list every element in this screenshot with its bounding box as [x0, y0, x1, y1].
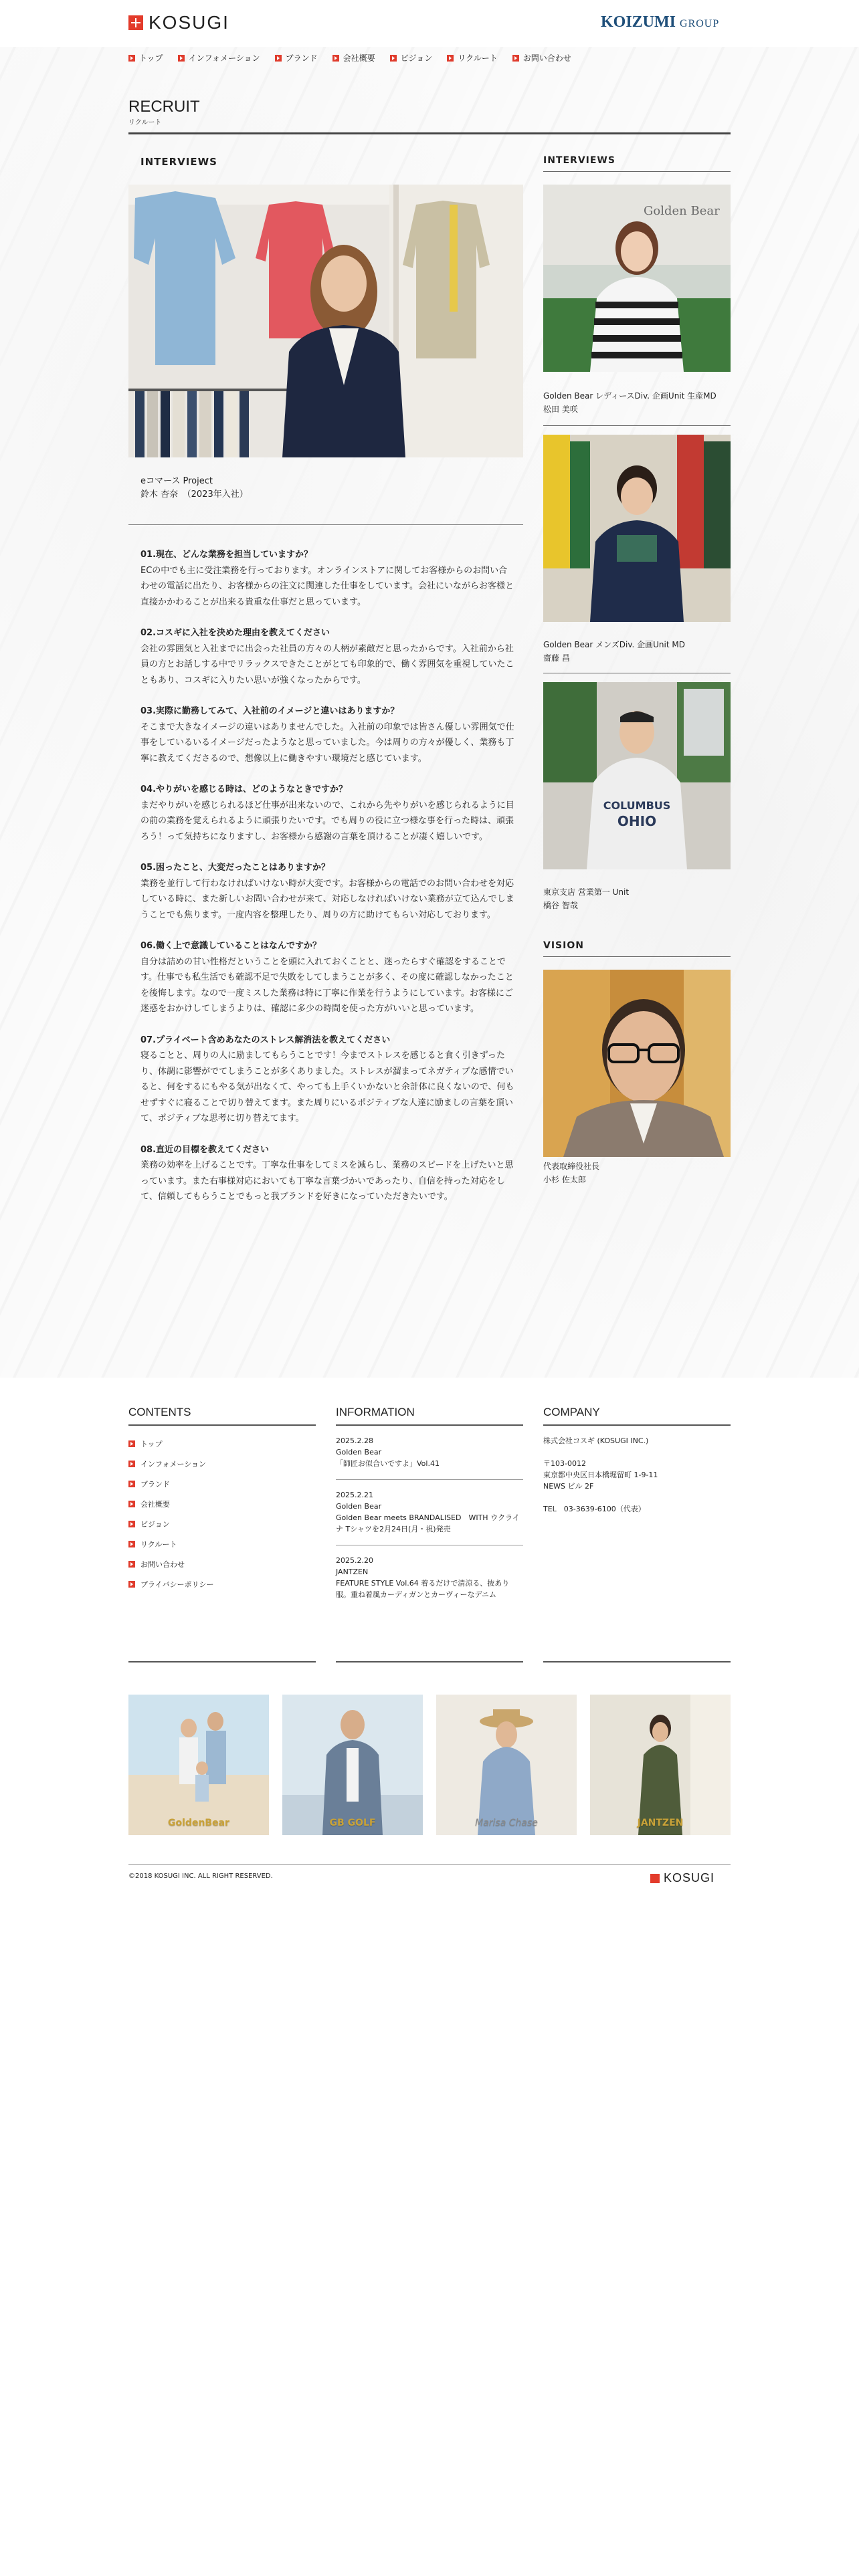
qa-answer: 業務の効率を上げることです。丁寧な仕事をしてミスを減らし、業務のスピードを上げたいと思っています。また右事様対応においても丁寧な言葉づかいであったり、自信を持った対応をして、信頼してもらうことでもっと我ブランドを好きになっていただきたいです。 [140, 1160, 514, 1202]
footer-contents [128, 1406, 316, 1594]
kosugi-logo-icon [650, 1874, 660, 1883]
vision-photo[interactable] [543, 970, 731, 1157]
brand-photo [590, 1695, 731, 1835]
qa-question: 06.働く上で意識していることはなんですか？ [140, 941, 322, 951]
footer-logo-text: KOSUGI [664, 1871, 715, 1885]
footer-logo[interactable] [650, 1871, 714, 1885]
interview-thumb-3[interactable] [543, 682, 731, 869]
brand-label: Marisa Chase [475, 1818, 538, 1828]
group-suffix: GROUP [680, 18, 720, 29]
brand-banners [128, 1695, 731, 1835]
news-text: 「師匠お似合いですよ」Vol.41 [336, 1459, 440, 1468]
sidebar-vision-heading [543, 940, 731, 957]
news-date: 2025.2.28 [336, 1436, 373, 1445]
footer-link-vision[interactable] [128, 1514, 316, 1534]
arrow-icon [332, 55, 339, 62]
arrow-icon [128, 1561, 135, 1568]
interview-thumb-image [543, 185, 731, 372]
qa-question: 05.困ったこと、大変だったことはありますか？ [140, 863, 330, 873]
footer-information [336, 1406, 523, 1610]
footer-company-title: COMPANY [543, 1406, 600, 1418]
nav-item-top[interactable] [128, 52, 163, 64]
arrow-icon [128, 1440, 135, 1447]
footer-contents-title: CONTENTS [128, 1406, 191, 1418]
interview-photo-illustration [128, 185, 523, 457]
thumb-department: Golden Bear レディースDiv. 企画Unit 生産MD [543, 391, 717, 401]
main-interview-caption [140, 475, 248, 502]
interview-thumb-1-caption [543, 389, 731, 416]
qa-item [140, 782, 515, 845]
footer-link-label: プライバシーポリシー [140, 1580, 214, 1589]
news-text: Golden Bear meets BRANDALISED WITH ウクライナ Tシャツを2月24日(月・祝)発売 [336, 1513, 520, 1533]
brand-banner-marisachase[interactable] [436, 1695, 577, 1835]
nav-item-company[interactable] [332, 52, 375, 64]
news-brand: JANTZEN [336, 1568, 369, 1576]
footer-link-company[interactable] [128, 1494, 316, 1514]
arrow-icon [447, 55, 454, 62]
arrow-icon [178, 55, 185, 62]
svg-text:OHIO: OHIO [617, 813, 657, 829]
brand-label: GoldenBear [168, 1818, 229, 1828]
nav-item-information[interactable] [178, 52, 260, 64]
kosugi-logo-text: KOSUGI [149, 12, 229, 33]
qa-answer: 寝ることと、周りの人に励ましてもらうことです！今までストレスを感じると食く引きずったり、体調に影響がでてしまうことが多くありました。ストレスが溜まってネガティブな感情でいると、何をするにもやる気が出なくて、やっても上手くいかないと余計体に良くないので、何もせずすぐに寝ることで切り替えてます。また周りにいるポジティブな人達に励ましの言葉を頂いて、ポジティブな思考に切り替えてます。 [140, 1051, 514, 1123]
footer-divider [543, 1424, 731, 1426]
brand-photo [282, 1695, 423, 1835]
footer-link-label: お問い合わせ [140, 1560, 185, 1569]
news-item[interactable] [336, 1426, 523, 1480]
arrow-icon [128, 1541, 135, 1547]
sidebar-divider [543, 956, 731, 957]
qa-question: 08.直近の目標を教えてください [140, 1144, 270, 1155]
kosugi-logo[interactable] [128, 12, 229, 33]
qa-item [140, 1142, 515, 1205]
footer-bottom-rule [543, 1661, 731, 1662]
nav-label: インフォメーション [188, 53, 260, 63]
group-name: KOIZUMI [601, 13, 676, 31]
sidebar-interviews-heading [543, 155, 731, 172]
thumb-department: Golden Bear メンズDiv. 企画Unit MD [543, 640, 685, 649]
news-item[interactable] [336, 1480, 523, 1545]
interview-thumb-2-caption [543, 638, 731, 665]
nav-item-recruit[interactable] [447, 52, 497, 64]
news-date: 2025.2.21 [336, 1491, 373, 1499]
copyright-divider [128, 1864, 731, 1865]
footer-bottom-rule [336, 1661, 523, 1662]
brand-label: JANTZEN [637, 1818, 684, 1828]
qa-item [140, 938, 515, 1017]
interview-thumb-image [543, 682, 731, 869]
company-address: 東京都中央区日本橋堀留町 1-9-11 [543, 1471, 658, 1479]
footer-link-brand[interactable] [128, 1474, 316, 1494]
qa-question: 02.コスギに入社を決めた理由を教えてください [140, 628, 330, 638]
qa-question: 03.実際に勤務してみて、入社前のイメージと違いはありますか？ [140, 706, 399, 716]
interview-thumb-image [543, 435, 731, 622]
interview-thumb-3-caption [543, 885, 731, 912]
brand-label: GB GOLF [329, 1818, 376, 1828]
company-info [543, 1435, 731, 1515]
kosugi-logo-icon [128, 15, 143, 30]
brand-banner-goldenbear[interactable] [128, 1695, 269, 1835]
qa-item [140, 547, 515, 610]
news-brand: Golden Bear [336, 1448, 382, 1457]
vision-name: 小杉 佐太郎 [543, 1175, 586, 1184]
qa-question: 04.やりがいを感じる時は、どのようなときですか？ [140, 784, 348, 794]
footer-link-label: ブランド [140, 1480, 170, 1489]
nav-item-contact[interactable] [512, 52, 571, 64]
koizumi-group-logo[interactable] [601, 13, 719, 31]
svg-text:Golden Bear: Golden Bear [644, 204, 720, 218]
qa-question: 01.現在、どんな業務を担当していますか？ [140, 550, 313, 560]
arrow-icon [512, 55, 519, 62]
arrow-icon [128, 1481, 135, 1487]
interview-main-photo [128, 185, 523, 457]
footer-bottom-rule [128, 1661, 316, 1662]
qa-item [140, 704, 515, 766]
arrow-icon [128, 1581, 135, 1588]
footer-link-information[interactable] [128, 1454, 316, 1474]
nav-item-vision[interactable] [390, 52, 433, 64]
footer-link-label: 会社概要 [140, 1500, 170, 1509]
company-building: NEWS ビル 2F [543, 1482, 594, 1491]
brand-photo [128, 1695, 269, 1835]
thumb-name: 齋藤 昌 [543, 653, 570, 663]
copyright: ©2018 KOSUGI INC. ALL RIGHT RESERVED. [128, 1872, 273, 1880]
nav-label: トップ [139, 53, 163, 63]
thumb-department: 東京支店 営業第一 Unit [543, 887, 630, 897]
nav-item-brand[interactable] [275, 52, 318, 64]
vision-title: VISION [543, 940, 584, 951]
footer-link-label: トップ [140, 1440, 163, 1448]
brand-banner-jantzen[interactable] [590, 1695, 731, 1835]
sidebar-divider [543, 425, 731, 426]
qa-answer: そこまで大きなイメージの違いはありませんでした。入社前の印象では皆さん優しい雰囲気で仕事をしているいるイメージだったようなと思っていました。今は周りの方々が優しく、業務も丁寧に教えてくださるので、想像以上に働きやすい環境だと感じています。 [140, 722, 514, 764]
qa-item [140, 625, 515, 688]
footer-link-privacy[interactable] [128, 1574, 316, 1594]
news-item[interactable] [336, 1545, 523, 1610]
nav-label: リクルート [458, 53, 498, 63]
footer-link-recruit[interactable] [128, 1534, 316, 1554]
news-list [336, 1426, 523, 1610]
footer-link-top[interactable] [128, 1434, 316, 1454]
brand-photo [436, 1695, 577, 1835]
president-photo [543, 970, 731, 1157]
qa-answer: 自分は詰めの甘い性格だということを頭に入れておくことと、迷ったらすぐ確認をすることです。仕事でも私生活でも確認不足で失敗をしてしまうことが多く、その度に確認しなかったことを後悔します。なので一度ミスした業務は特に丁寧に作業を行うようにしています。お客様にご迷惑をおかけしてしまうよりは、確認に多少の時間を使った方がいいと思っています。 [140, 956, 514, 1014]
news-date: 2025.2.20 [336, 1556, 373, 1565]
footer-link-label: ビジョン [140, 1520, 170, 1529]
thumb-name: 松田 美咲 [543, 405, 578, 414]
qa-item [140, 860, 515, 923]
footer-link-contact[interactable] [128, 1554, 316, 1574]
qa-answer: 業務を並行して行わなければいけない時が大変です。お客様からの電話でのお問い合わせを対応している時に、また新しいお問い合わせが来て、対応しなければいけない業務が立て込んでしまうことでも焦ります。一度内容を整理したり、周りの方に助けてもらい対応しております。 [140, 878, 514, 920]
news-brand: Golden Bear [336, 1502, 382, 1511]
sidebar-divider [543, 171, 731, 172]
page-title: RECRUIT [128, 98, 200, 116]
arrow-icon [128, 55, 135, 62]
footer-company [543, 1406, 731, 1515]
vision-role: 代表取締役社長 [543, 1162, 600, 1171]
interview-qa [140, 547, 515, 1220]
caption-name: 鈴木 杏奈 （2023年入社） [140, 490, 248, 500]
qa-item [140, 1033, 515, 1127]
thumb-name: 橋谷 智哉 [543, 901, 578, 910]
company-name: 株式会社コスギ (KOSUGI INC.) [543, 1436, 649, 1445]
caption-department: eコマース Project [140, 476, 213, 486]
qa-question: 07.プライベート含めあなたのストレス解消法を教えてください [140, 1035, 391, 1045]
interview-thumb-2[interactable] [543, 435, 731, 622]
svg-text:COLUMBUS: COLUMBUS [603, 799, 671, 812]
sidebar-title: INTERVIEWS [543, 155, 615, 166]
arrow-icon [128, 1501, 135, 1507]
nav-label: ブランド [285, 53, 318, 63]
main-section-title: INTERVIEWS [140, 156, 217, 168]
footer-divider [128, 1424, 316, 1426]
qa-answer: ECの中でも主に受注業務を行っております。オンラインストアに関してお客様からのお問い合わせの電話に出たり、お客様からの注文に関連した仕事をしています。会社にいながらお客様と直接かかわることが出来る貴重な仕事だと思っています。 [140, 565, 514, 607]
nav-label: 会社概要 [343, 53, 375, 63]
global-nav [128, 52, 571, 64]
arrow-icon [128, 1521, 135, 1527]
arrow-icon [128, 1461, 135, 1467]
company-zip: 〒103-0012 [543, 1459, 586, 1468]
nav-label: お問い合わせ [522, 53, 571, 63]
footer-link-label: リクルート [140, 1540, 177, 1549]
arrow-icon [390, 55, 397, 62]
interview-thumb-1[interactable] [543, 185, 731, 372]
title-divider [128, 132, 731, 134]
footer-link-label: インフォメーション [140, 1460, 207, 1469]
arrow-icon [275, 55, 282, 62]
vision-caption [543, 1160, 731, 1186]
brand-banner-gbgolf[interactable] [282, 1695, 423, 1835]
footer-info-title: INFORMATION [336, 1406, 415, 1418]
qa-answer: 会社の雰囲気と入社までに出会った社員の方々の人柄が素敵だと思ったからです。入社前から社員の方とお話しする中でリラックスできたことがとても印象的で、働く雰囲気を重視していたこともあり、コスギに入りたい思いが強くなったからです。 [140, 643, 514, 685]
news-text: FEATURE STYLE Vol.64 着るだけで清涼る、抜あり服。重ね着風カーディガンとカーヴィーなデニム [336, 1579, 510, 1599]
site-header [0, 0, 859, 47]
footer-contents-list [128, 1434, 316, 1594]
main-divider [128, 524, 523, 525]
page-subtitle: リクルート [128, 119, 162, 126]
nav-label: ビジョン [400, 53, 433, 63]
qa-answer: まだやりがいを感じられるほど仕事が出来ないので、これから先やりがいを感じられるように目の前の業務を覚えられるように頑張りたいです。でも周りの役に立つ様な事を行った時は、頑張ろう！って気持ちになりますし、お客様から感謝の言葉を頂けることが凄く嬉しいです。 [140, 800, 514, 842]
company-tel: TEL 03-3639-6100（代表） [543, 1505, 646, 1513]
